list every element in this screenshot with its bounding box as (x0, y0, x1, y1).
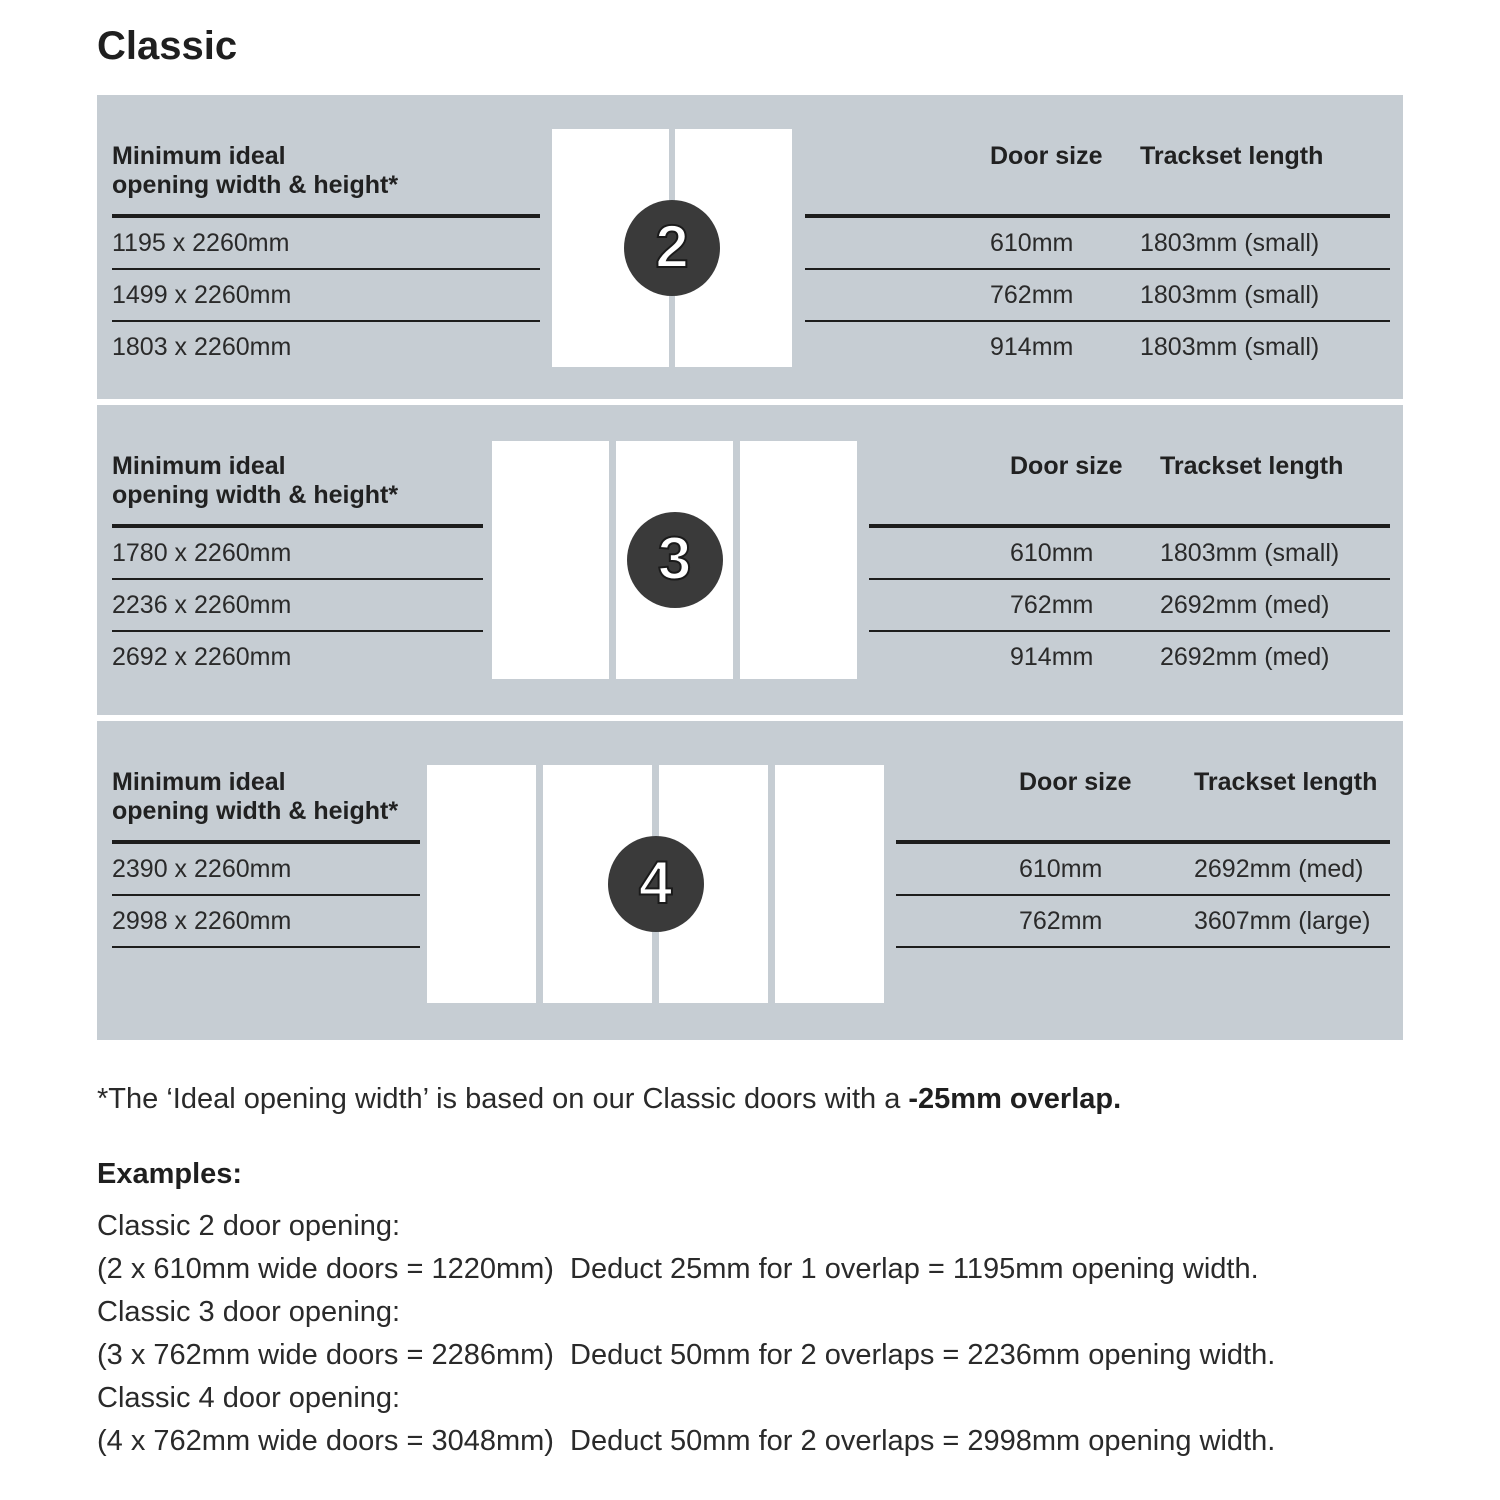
door-count-badge: 3 (627, 512, 723, 608)
door-size-header: Door size (1010, 452, 1123, 480)
examples-block (97, 1158, 1275, 1463)
opening-row: 2998 x 2260mm (112, 906, 292, 935)
section-2-door (97, 95, 1403, 399)
door-size-header: Door size (1019, 768, 1132, 796)
trackset-table-header (805, 95, 1390, 214)
opening-row: 1803 x 2260mm (112, 332, 292, 361)
trackset-row (805, 270, 1390, 320)
door-size-value: 610mm (1010, 538, 1094, 567)
opening-size-table-2 (112, 95, 540, 372)
door-size-value: 914mm (1010, 642, 1094, 671)
footnote-text: *The ‘Ideal opening width’ is based on our Classic doors with a (97, 1083, 909, 1115)
opening-row: 1195 x 2260mm (112, 228, 290, 257)
trackset-table-3 (869, 405, 1390, 682)
trackset-length-value: 3607mm (large) (1194, 906, 1371, 935)
trackset-table-4 (896, 721, 1390, 948)
door-diagram-3 (492, 441, 857, 679)
example-line: (4 x 762mm wide doors = 3048mm) Deduct 50mm for 2 overlaps = 2998mm opening width. (97, 1425, 1276, 1457)
door-count-badge: 4 (608, 836, 704, 932)
trackset-length-value: 1803mm (small) (1140, 332, 1320, 361)
trackset-table-header (896, 721, 1390, 840)
footnote (97, 1083, 1121, 1116)
trackset-length-value: 1803mm (small) (1160, 538, 1340, 567)
opening-header (112, 95, 540, 214)
example-line: Classic 2 door opening: (97, 1210, 401, 1242)
door-panel (775, 765, 884, 1003)
door-size-value: 610mm (990, 228, 1074, 257)
example-line: (2 x 610mm wide doors = 1220mm) Deduct 25mm for 1 overlap = 1195mm opening width. (97, 1253, 1259, 1285)
trackset-length-value: 2692mm (med) (1194, 854, 1364, 883)
opening-header-line2: opening width & height* (112, 171, 399, 199)
door-size-value: 762mm (1010, 590, 1094, 619)
opening-header (112, 721, 420, 840)
page-title: Classic (97, 24, 238, 68)
opening-size-table-4 (112, 721, 420, 948)
trackset-table-2 (805, 95, 1390, 372)
trackset-row (896, 896, 1390, 946)
door-panel (740, 441, 857, 679)
trackset-row (869, 632, 1390, 682)
door-size-value: 914mm (990, 332, 1074, 361)
door-panel (492, 441, 609, 679)
trackset-row (869, 528, 1390, 578)
opening-size-table-3 (112, 405, 483, 682)
row-divider (896, 946, 1390, 948)
trackset-length-value: 1803mm (small) (1140, 280, 1320, 309)
section-3-door (97, 405, 1403, 715)
footnote-bold: -25mm overlap. (908, 1083, 1122, 1115)
trackset-table-header (869, 405, 1390, 524)
trackset-row (805, 322, 1390, 372)
opening-header-line1: Minimum ideal (112, 452, 286, 480)
door-size-value: 610mm (1019, 854, 1103, 883)
example-line: Classic 4 door opening: (97, 1382, 401, 1414)
door-size-value: 762mm (1019, 906, 1103, 935)
section-4-door (97, 721, 1403, 1040)
trackset-length-value: 2692mm (med) (1160, 590, 1330, 619)
trackset-row (805, 218, 1390, 268)
door-size-value: 762mm (990, 280, 1074, 309)
opening-row: 1780 x 2260mm (112, 538, 292, 567)
door-diagram-2 (552, 129, 792, 367)
opening-row: 2236 x 2260mm (112, 590, 292, 619)
trackset-row (896, 844, 1390, 894)
opening-header-line1: Minimum ideal (112, 142, 286, 170)
opening-header-line2: opening width & height* (112, 481, 399, 509)
door-diagram-4 (427, 765, 884, 1003)
opening-header-line2: opening width & height* (112, 797, 399, 825)
trackset-length-value: 2692mm (med) (1160, 642, 1330, 671)
row-divider (112, 946, 420, 948)
trackset-length-header: Trackset length (1194, 768, 1378, 796)
opening-row: 2692 x 2260mm (112, 642, 292, 671)
trackset-length-header: Trackset length (1140, 142, 1324, 170)
trackset-row (869, 580, 1390, 630)
door-size-header: Door size (990, 142, 1103, 170)
example-line: (3 x 762mm wide doors = 2286mm) Deduct 50mm for 2 overlaps = 2236mm opening width. (97, 1339, 1276, 1371)
opening-header (112, 405, 483, 524)
example-line: Classic 3 door opening: (97, 1296, 401, 1328)
opening-header-line1: Minimum ideal (112, 768, 286, 796)
door-count-badge: 2 (624, 200, 720, 296)
trackset-length-header: Trackset length (1160, 452, 1344, 480)
sizing-chart-panel (97, 95, 1403, 1040)
door-panel (427, 765, 536, 1003)
opening-row: 1499 x 2260mm (112, 280, 292, 309)
examples-heading: Examples: (97, 1158, 243, 1190)
trackset-length-value: 1803mm (small) (1140, 228, 1320, 257)
opening-row: 2390 x 2260mm (112, 854, 292, 883)
